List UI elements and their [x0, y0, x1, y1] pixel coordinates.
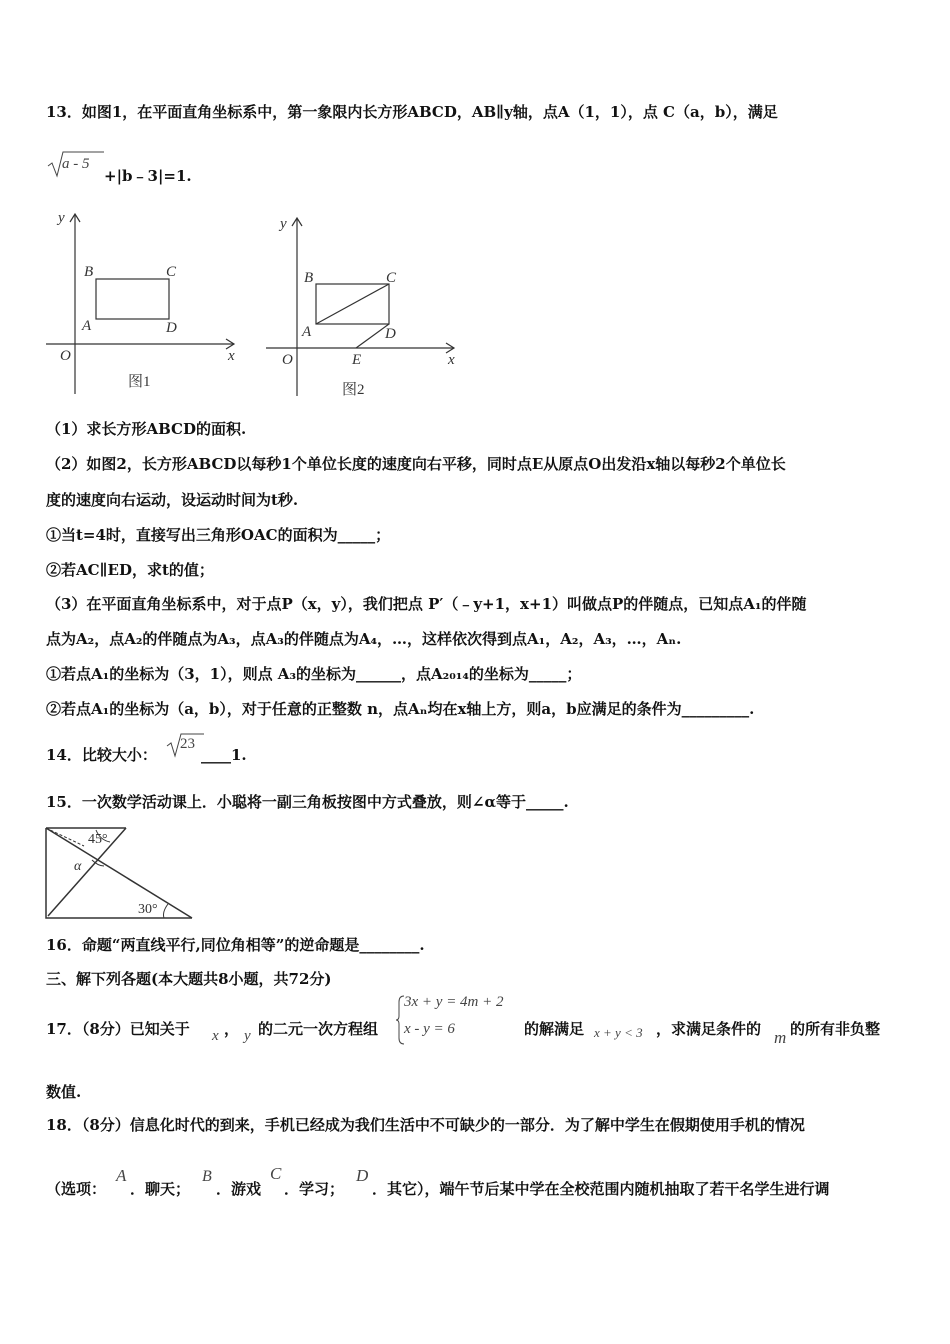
fig2-caption: 图2: [342, 382, 365, 398]
q17-tail: 的所有非负整: [790, 1020, 881, 1038]
q18-option-b: B: [202, 1168, 212, 1185]
q13-part2-line2: 度的速度向右运动，设运动时间为t秒.: [46, 491, 299, 509]
section-3-title: 三、解下列各题(本大题共8小题，共72分): [46, 970, 332, 988]
q18-option-c: C: [270, 1164, 282, 1183]
fig2-point-e: E: [352, 352, 362, 368]
q13-part2-sub1: ①当t=4时，直接写出三角形OAC的面积为_____；: [46, 526, 391, 544]
q13-part3-sub2: ②若点A₁的坐标为（a，b），对于任意的正整数 n，点Aₙ均在x轴上方，则a，b应满足的条件为_________.: [46, 700, 755, 718]
fig1-origin-label: O: [60, 348, 71, 364]
fig1-point-c: C: [166, 264, 177, 280]
q13-part3-line1: （3）在平面直角坐标系中，对于点P（x，y），我们把点 P′（﹣y+1，x+1）叫做点P的伴随点，已知点A₁的伴随: [46, 595, 807, 613]
angle-45-label: 45°: [88, 832, 108, 847]
fig2-point-b: B: [304, 270, 314, 286]
q18-option-a: A: [116, 1166, 127, 1185]
fig1-point-d: D: [166, 320, 177, 336]
q14-suffix: ____1.: [201, 746, 247, 764]
fig1-point-b: B: [84, 264, 94, 280]
q14-radicand: 23: [180, 736, 195, 752]
fig1-point-a: A: [82, 318, 92, 334]
q13-cond-tail: +|b﹣3|=1.: [104, 167, 192, 185]
q13-part3-sub1: ①若点A₁的坐标为（3，1），则点 A₃的坐标为______，点A₂₀₁₄的坐标为_____；: [46, 665, 582, 683]
q18-label-b: ．游戏: [216, 1180, 262, 1198]
equation-1: 3x + y = 4m + 2: [404, 994, 504, 1010]
q16-text: 16．命题“两直线平行,同位角相等”的逆命题是________.: [46, 936, 425, 954]
q18-label-c: ．学习；: [284, 1180, 345, 1198]
q13-part2-line1: （2）如图2，长方形ABCD以每秒1个单位长度的速度向右平移，同时点E从原点O出发沿x轴以每秒2个单位长: [46, 455, 786, 473]
fig2-point-a: A: [302, 324, 312, 340]
q17-mid: 的二元一次方程组: [258, 1020, 379, 1038]
fig2-point-d: D: [385, 326, 396, 342]
q17-var-m: m: [774, 1028, 787, 1047]
q15-text: 15．一次数学活动课上．小聪将一副三角板按图中方式叠放，则∠α等于_____.: [46, 793, 569, 811]
triangle-figure: [44, 826, 204, 926]
figure-1: [44, 208, 244, 398]
q18-option-d: D: [356, 1166, 369, 1185]
fig2-y-label: y: [280, 216, 287, 232]
q17-var-y: y: [244, 1028, 251, 1044]
q14-prefix: 14．比较大小：: [46, 746, 157, 764]
q13-condition: [46, 150, 246, 186]
q13-part1: （1）求长方形ABCD的面积.: [46, 420, 247, 438]
figure-2: [264, 208, 464, 398]
fig1-x-label: x: [228, 348, 235, 364]
fig1-caption: 图1: [128, 374, 151, 390]
q18-label-a: ．聊天；: [130, 1180, 191, 1198]
q13-intro: 13．如图1，在平面直角坐标系中，第一象限内长方形ABCD，AB∥y轴，点A（1，1），点 C（a，b），满足: [46, 103, 778, 121]
q18-label-d: ．其它），端午节后某中学在全校范围内随机抽取了若干名学生进行调: [372, 1180, 830, 1198]
q17-line2: 数值.: [46, 1083, 82, 1101]
q13-part2-sub2: ②若AC∥ED，求t的值；: [46, 561, 214, 579]
q13-radicand: a - 5: [62, 156, 90, 172]
fig2-origin-label: O: [282, 352, 293, 368]
fig2-point-c: C: [386, 270, 397, 286]
q18-line1: 18．（8分）信息化时代的到来，手机已经成为我们生活中不可缺少的一部分．为了解中学生在假期使用手机的情况: [46, 1116, 805, 1134]
q17-satisfy: 的解满足: [524, 1020, 585, 1038]
fig2-x-label: x: [448, 352, 455, 368]
angle-30-label: 30°: [138, 902, 158, 917]
q17-after-ineq: ，求满足条件的: [656, 1020, 762, 1038]
q18-open: （选项：: [46, 1180, 107, 1198]
q13-part3-line2: 点为A₂，点A₂的伴随点为A₃，点A₃的伴随点为A₄，…，这样依次得到点A₁，A₂，A₃，…，Aₙ.: [46, 630, 682, 648]
q17-sep: ，: [224, 1020, 240, 1038]
equation-2: x - y = 6: [404, 1021, 455, 1037]
q17-inequality: x + y < 3: [594, 1025, 643, 1040]
q17-prefix: 17．（8分）已知关于: [46, 1020, 190, 1038]
q17-var-x: x: [212, 1028, 219, 1044]
equation-system: [396, 994, 526, 1046]
q18-options-line: [46, 1160, 906, 1200]
angle-alpha-label: α: [74, 859, 82, 874]
fig1-y-label: y: [58, 210, 65, 226]
